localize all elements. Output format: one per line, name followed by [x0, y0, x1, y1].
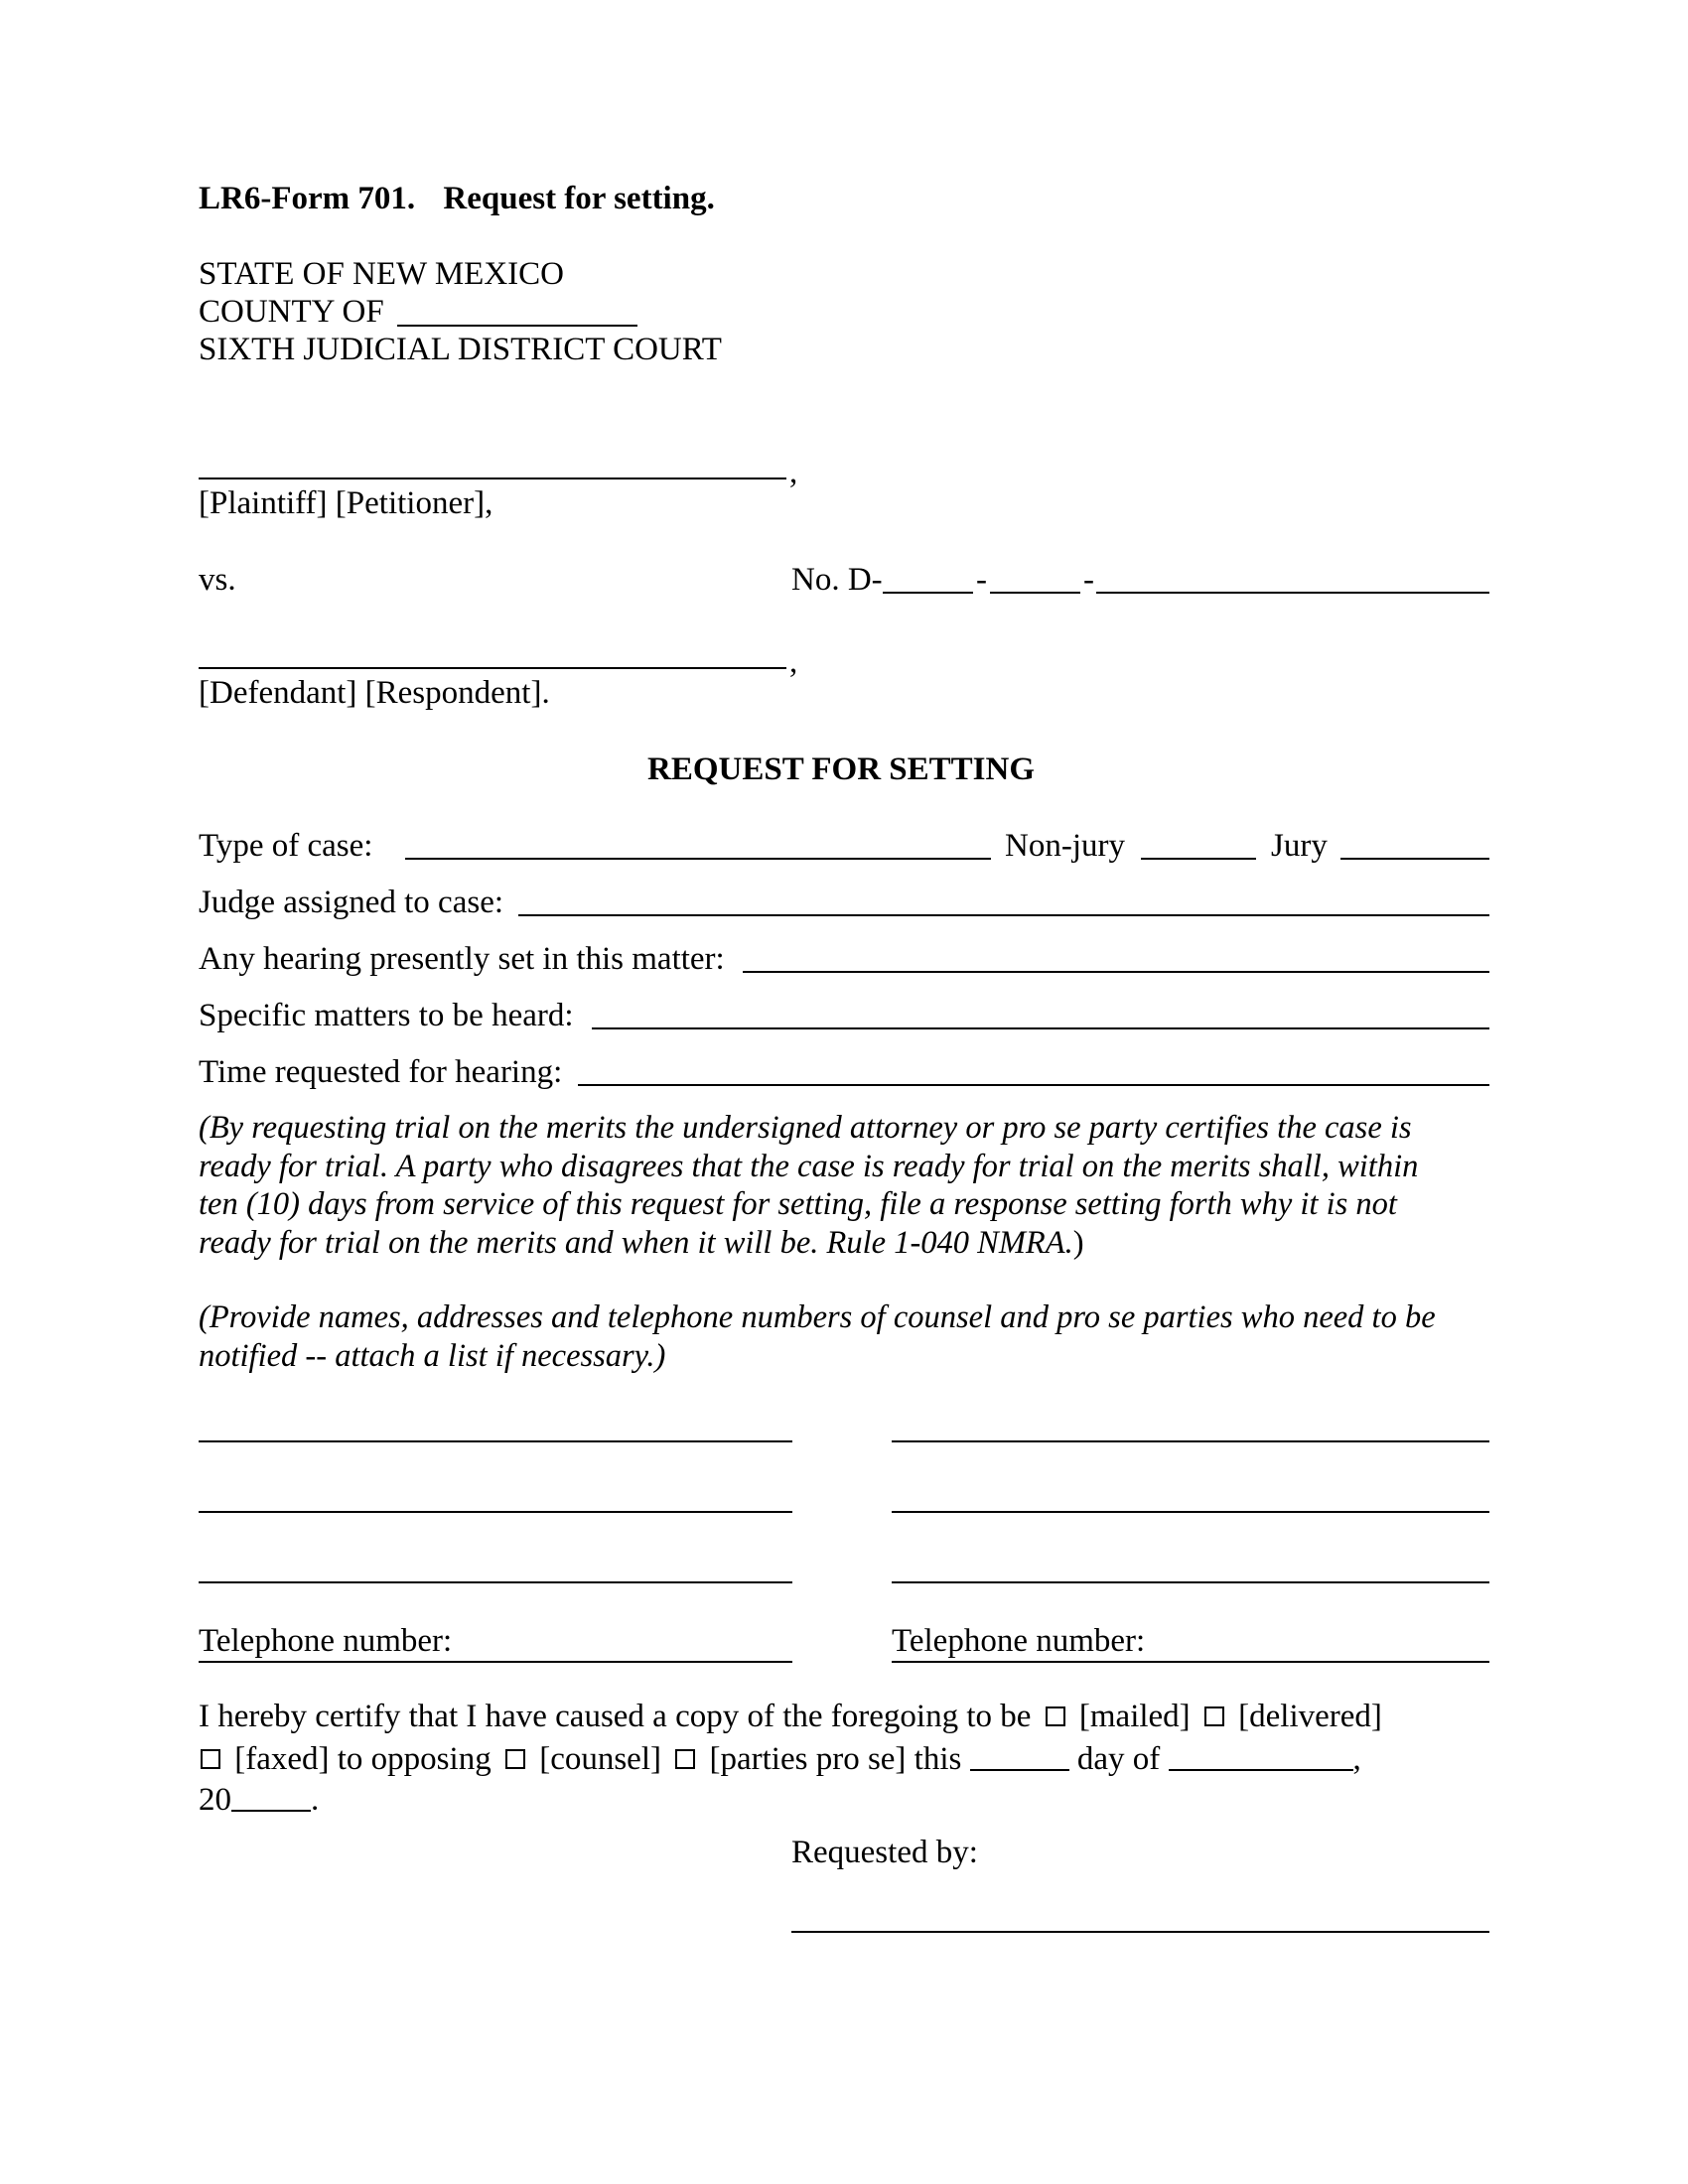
- county-label: COUNTY OF: [199, 294, 384, 330]
- notice-line-4-paren: ): [1072, 1224, 1084, 1261]
- certificate-line-2: [199, 1743, 1361, 1776]
- counsel-right-line-3[interactable]: [892, 1581, 1489, 1583]
- notice-line-2: ready for trial. A party who disagrees that the case is ready for trial on the merits shall, within: [199, 1148, 1419, 1184]
- time-requested-label: Time requested for hearing:: [199, 1054, 563, 1090]
- counsel-left-line-2[interactable]: [199, 1511, 792, 1513]
- delivered-label: [delivered]: [1238, 1699, 1382, 1734]
- judge-label: Judge assigned to case:: [199, 885, 504, 920]
- county-field[interactable]: [397, 325, 637, 327]
- plaintiff-name-field[interactable]: [199, 478, 786, 479]
- provide-paragraph: [199, 1298, 1489, 1375]
- notice-line-4: [199, 1224, 1489, 1263]
- specific-matters-field[interactable]: [592, 1027, 1489, 1029]
- certificate-line-1: [199, 1701, 1382, 1733]
- counsel-right-line-2[interactable]: [892, 1511, 1489, 1513]
- case-number-field-3[interactable]: [1096, 592, 1489, 594]
- counsel-label: [counsel]: [539, 1741, 661, 1777]
- counsel-right-line-1[interactable]: [892, 1440, 1489, 1442]
- page-title: REQUEST FOR SETTING: [647, 751, 1036, 787]
- day-field[interactable]: [970, 1749, 1069, 1771]
- specific-matters-label: Specific matters to be heard:: [199, 998, 574, 1033]
- notice-line-4-text: ready for trial on the merits and when it will be. Rule 1-040 NMRA.: [199, 1224, 1073, 1261]
- telephone-left-field[interactable]: [199, 1625, 792, 1663]
- jury-label: Jury: [1271, 828, 1328, 864]
- plaintiff-label: [Plaintiff] [Petitioner],: [199, 485, 493, 521]
- signature-field[interactable]: [791, 1931, 1489, 1933]
- case-number-prefix: No. D-: [791, 562, 883, 598]
- requested-by-label: Requested by:: [791, 1835, 978, 1870]
- judge-field[interactable]: [518, 914, 1489, 916]
- state-name: STATE OF NEW MEXICO: [199, 256, 564, 292]
- date-comma: ,: [1352, 1741, 1361, 1777]
- year-prefix: 20: [199, 1782, 231, 1818]
- mailed-label: [mailed]: [1078, 1699, 1191, 1734]
- mailed-checkbox[interactable]: [1046, 1706, 1065, 1726]
- defendant-label: [Defendant] [Respondent].: [199, 675, 550, 711]
- plaintiff-comma: ,: [789, 455, 798, 490]
- case-number-field-1[interactable]: [883, 592, 973, 594]
- non-jury-label: Non-jury: [1005, 828, 1125, 864]
- faxed-label: [faxed] to opposing: [234, 1741, 492, 1777]
- certificate-text: I hereby certify that I have caused a copy of the foregoing to be: [199, 1699, 1032, 1734]
- time-requested-field[interactable]: [578, 1084, 1489, 1086]
- versus-label: vs.: [199, 562, 236, 598]
- provide-line-2: notified -- attach a list if necessary.): [199, 1337, 666, 1374]
- case-number-dash-1: -: [976, 562, 987, 598]
- year-period: .: [311, 1782, 320, 1818]
- certificate-line-3: [199, 1784, 319, 1817]
- counsel-checkbox[interactable]: [505, 1749, 525, 1769]
- year-field[interactable]: [231, 1790, 311, 1812]
- hearing-set-label: Any hearing presently set in this matter:: [199, 941, 725, 977]
- counsel-left-line-3[interactable]: [199, 1581, 792, 1583]
- provide-line-1: (Provide names, addresses and telephone numbers of counsel and pro se parties who need to be: [199, 1299, 1436, 1335]
- case-number-dash-2: -: [1083, 562, 1094, 598]
- form-id: [199, 183, 715, 215]
- month-field[interactable]: [1169, 1749, 1353, 1771]
- form-caption: Request for setting.: [443, 181, 715, 216]
- jury-field[interactable]: [1340, 858, 1489, 860]
- type-of-case-label: Type of case:: [199, 828, 373, 864]
- notice-line-1: (By requesting trial on the merits the undersigned attorney or pro se party certifies the case is: [199, 1110, 1412, 1146]
- counsel-left-line-1[interactable]: [199, 1440, 792, 1442]
- parties-label: [parties pro se] this: [709, 1741, 962, 1777]
- telephone-right-field[interactable]: [892, 1625, 1489, 1663]
- type-of-case-field[interactable]: [405, 858, 991, 860]
- hearing-set-field[interactable]: [743, 971, 1489, 973]
- telephone-left-label: Telephone number:: [199, 1623, 453, 1659]
- defendant-name-field[interactable]: [199, 667, 786, 669]
- delivered-checkbox[interactable]: [1204, 1706, 1224, 1726]
- case-number-field-2[interactable]: [990, 592, 1080, 594]
- day-of-label: day of: [1076, 1741, 1161, 1777]
- court-name: SIXTH JUDICIAL DISTRICT COURT: [199, 332, 722, 367]
- telephone-right-label: Telephone number:: [892, 1623, 1146, 1659]
- parties-checkbox[interactable]: [675, 1749, 695, 1769]
- notice-line-3: ten (10) days from service of this request for setting, file a response setting forth why it is not: [199, 1186, 1397, 1222]
- notice-paragraph: [199, 1109, 1489, 1262]
- defendant-comma: ,: [789, 644, 798, 680]
- form-number: LR6-Form 701.: [199, 181, 416, 216]
- faxed-checkbox[interactable]: [201, 1749, 220, 1769]
- non-jury-field[interactable]: [1141, 858, 1256, 860]
